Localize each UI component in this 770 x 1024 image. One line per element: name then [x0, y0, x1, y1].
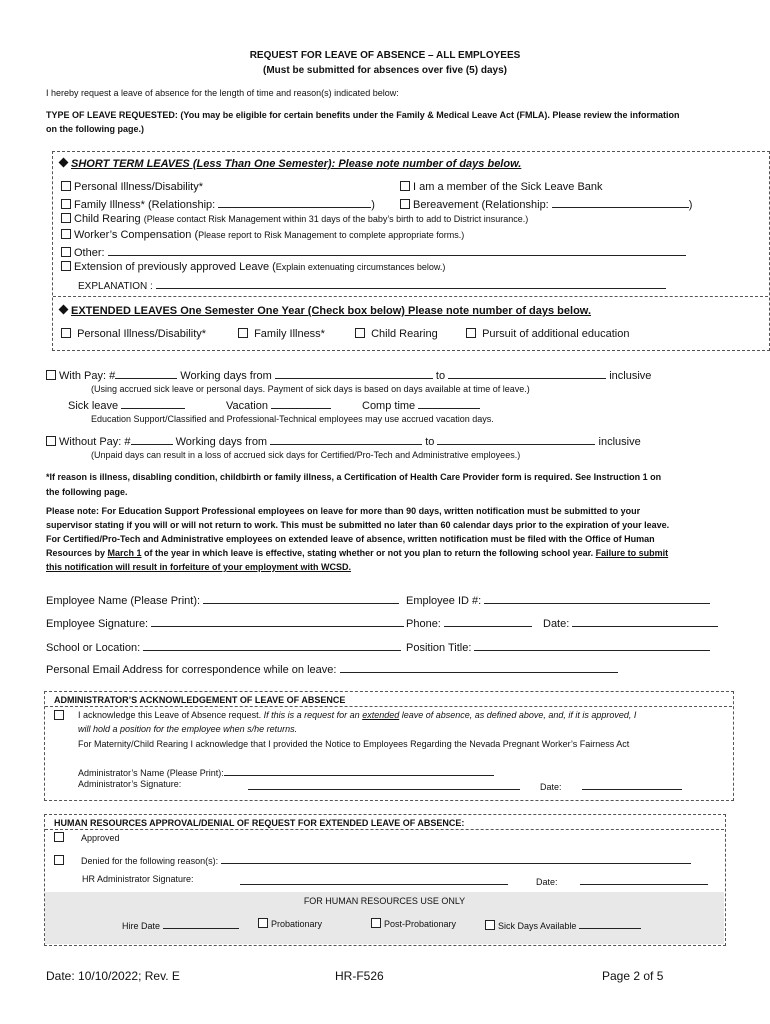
employee-id-field[interactable] — [484, 593, 710, 604]
checkbox[interactable] — [61, 213, 71, 223]
without-pay-days-field[interactable] — [131, 434, 173, 445]
short-term-heading: SHORT TERM LEAVES (Less Than One Semester): Please note number of days below. — [58, 158, 521, 170]
employee-signature-row: Employee Signature: — [46, 616, 404, 630]
admin-heading: ADMINISTRATOR’S ACKNOWLEDGEMENT OF LEAVE OF ABSENCE — [54, 695, 346, 705]
checkbox[interactable] — [46, 436, 56, 446]
hr-denied-option[interactable]: Denied for the following reason(s): — [54, 853, 691, 866]
vacation-field[interactable] — [271, 398, 331, 409]
hr-signature-label: HR Administrator Signature: — [82, 874, 194, 884]
checkbox[interactable] — [466, 328, 476, 338]
phone-field[interactable] — [444, 616, 532, 627]
please-note-line3: For Certified/Pro-Tech and Administrative employees on extended leave of absence, written notification must be filed with the Office of Human — [46, 534, 655, 544]
diamond-icon — [59, 158, 69, 168]
hr-denied-reason-field[interactable] — [221, 853, 691, 864]
hr-date-row: Date: — [536, 874, 708, 887]
extended-heading: EXTENDED LEAVES One Semester One Year (Check box below) Please note number of days below. — [58, 305, 591, 317]
sick-leave-row: Sick leave — [68, 398, 185, 412]
admin-name-row: Administrator’s Name (Please Print): — [78, 765, 494, 778]
explanation-row: EXPLANATION : — [78, 278, 666, 292]
checkbox[interactable] — [46, 370, 56, 380]
position-field[interactable] — [474, 640, 710, 651]
school-row: School or Location: — [46, 640, 401, 654]
footer-page-number: Page 2 of 5 — [602, 969, 664, 983]
with-pay-row[interactable]: With Pay: # Working days from to inclusive — [46, 368, 651, 382]
without-pay-from-field[interactable] — [270, 434, 422, 445]
checkbox[interactable] — [61, 199, 71, 209]
admin-maternity: For Maternity/Child Rearing I acknowledge that I provided the Notice to Employees Regarding the Nevada Pregnant Worker’s Fairness Act — [78, 739, 630, 749]
comp-time-row: Comp time — [362, 398, 480, 412]
personal-illness-option[interactable]: Personal Illness/Disability* — [61, 181, 203, 193]
bereavement-relationship-field[interactable] — [552, 197, 689, 208]
position-row: Position Title: — [406, 640, 710, 654]
family-relationship-field[interactable] — [218, 197, 371, 208]
checkbox[interactable] — [61, 247, 71, 257]
type-of-leave-text: (You may be eligible for certain benefits under the Family & Medical Leave Act (FMLA). Please review the information — [177, 110, 680, 120]
hr-heading: HUMAN RESOURCES APPROVAL/DENIAL OF REQUEST FOR EXTENDED LEAVE OF ABSENCE: — [54, 818, 465, 828]
email-row: Personal Email Address for correspondence while on leave: — [46, 662, 618, 676]
employee-signature-field[interactable] — [151, 616, 404, 627]
type-of-leave — [46, 110, 679, 120]
employee-name-row: Employee Name (Please Print): — [46, 593, 399, 607]
admin-ack-line2: will hold a position for the employee when s/he returns. — [78, 724, 298, 734]
form-title: REQUEST FOR LEAVE OF ABSENCE – ALL EMPLOYEES — [249, 50, 521, 61]
employee-name-field[interactable] — [203, 593, 399, 604]
school-field[interactable] — [143, 640, 401, 651]
hr-use-only-label: FOR HUMAN RESOURCES USE ONLY — [303, 896, 466, 906]
type-of-leave-text2: on the following page.) — [46, 124, 144, 134]
please-note-line5: this notification will result in forfeiture of your employment with WCSD. — [46, 562, 352, 572]
with-pay-from-field[interactable] — [275, 368, 433, 379]
form-subtitle: (Must be submitted for absences over five (5) days) — [263, 65, 507, 76]
checkbox[interactable] — [54, 855, 64, 865]
footer-form-number: HR-F526 — [335, 969, 384, 983]
checkbox[interactable] — [61, 229, 71, 239]
checkbox[interactable] — [61, 181, 71, 191]
admin-name-field[interactable] — [224, 765, 494, 776]
hr-approved-option[interactable]: Approved — [54, 832, 120, 843]
child-rearing-option[interactable]: Child Rearing (Please contact Risk Management within 31 days of the baby’s birth to add to District insurance.) — [61, 213, 528, 225]
leave-types-divider — [53, 296, 768, 297]
checkbox[interactable] — [61, 261, 71, 271]
probationary-option[interactable]: Probationary — [258, 918, 322, 929]
checkbox[interactable] — [54, 832, 64, 842]
other-option[interactable]: Other: — [61, 245, 686, 259]
checkbox[interactable] — [400, 181, 410, 191]
admin-date-field[interactable] — [582, 779, 682, 790]
admin-signature-field[interactable] — [248, 779, 520, 792]
post-probationary-option[interactable]: Post-Probationary — [371, 918, 456, 929]
with-pay-days-field[interactable] — [115, 368, 177, 379]
explanation-field[interactable] — [156, 278, 666, 289]
extended-child-option[interactable]: Child Rearing — [355, 328, 438, 340]
employee-id-row: Employee ID #: — [406, 593, 710, 607]
cert-note-line1: *If reason is illness, disabling condition, childbirth or family illness, a Certification of Health Care Provider form is required. See Instruction 1 on — [46, 472, 662, 482]
sick-days-option[interactable]: Sick Days Available — [485, 918, 641, 931]
employee-date-row: Date: — [543, 616, 718, 630]
hr-signature-line[interactable] — [240, 874, 508, 885]
checkbox[interactable] — [355, 328, 365, 338]
without-pay-row[interactable]: Without Pay: # Working days from to inclusive — [46, 434, 641, 448]
admin-divider — [45, 706, 732, 707]
family-illness-option[interactable]: Family Illness* (Relationship: ) — [61, 197, 375, 211]
sick-days-field[interactable] — [579, 918, 641, 929]
checkbox[interactable] — [485, 920, 495, 930]
hire-date-field[interactable] — [163, 918, 239, 929]
extended-education-option[interactable]: Pursuit of additional education — [466, 328, 629, 340]
with-pay-to-field[interactable] — [448, 368, 606, 379]
vacation-row: Vacation — [226, 398, 331, 412]
admin-ack-line1: I acknowledge this Leave of Absence request. If this is a request for an extended leave of absence, as defined above, and, if it is approved, I — [78, 710, 637, 720]
sick-leave-field[interactable] — [121, 398, 185, 409]
email-field[interactable] — [340, 662, 618, 673]
other-field[interactable] — [108, 245, 686, 256]
please-note-line2: supervisor stating if you will or will not return to work. This must be submitted no later than 60 calendar days prior to the expiration of your leave. — [46, 520, 670, 530]
checkbox[interactable] — [54, 710, 64, 720]
comp-time-field[interactable] — [418, 398, 480, 409]
intro-text: I hereby request a leave of absence for the length of time and reason(s) indicated below: — [46, 88, 399, 98]
sick-leave-bank-option[interactable]: I am a member of the Sick Leave Bank — [400, 181, 603, 193]
with-pay-note2: Education Support/Classified and Professional-Technical employees may use accrued vacation days. — [91, 414, 494, 424]
checkbox[interactable] — [400, 199, 410, 209]
bereavement-option[interactable]: Bereavement (Relationship: ) — [400, 197, 692, 211]
hr-divider — [45, 829, 724, 830]
footer-date: Date: 10/10/2022; Rev. E — [46, 969, 180, 983]
diamond-icon — [59, 305, 69, 315]
please-note-line4: Resources by March 1 of the year in which leave is effective, stating whether or not you plan to return the following school year. Failure to submit — [46, 548, 669, 558]
with-pay-note: (Using accrued sick leave or personal days. Payment of sick days is based on days available at time of leave.) — [91, 384, 530, 394]
checkbox[interactable] — [258, 918, 268, 928]
extended-personal-option[interactable]: Personal Illness/Disability* — [61, 328, 206, 340]
workers-comp-option[interactable]: Worker’s Compensation (Please report to Risk Management to complete appropriate forms.) — [61, 229, 464, 241]
without-pay-to-field[interactable] — [437, 434, 595, 445]
hire-date-row: Hire Date — [122, 918, 239, 931]
admin-date-row: Date: — [540, 779, 682, 792]
checkbox[interactable] — [238, 328, 248, 338]
extended-family-option[interactable]: Family Illness* — [238, 328, 325, 340]
type-of-leave-label: TYPE OF LEAVE REQUESTED: — [46, 110, 178, 120]
admin-signature-line[interactable] — [248, 779, 520, 790]
without-pay-note: (Unpaid days can result in a loss of accrued sick days for Certified/Pro-Tech and Administrative employees.) — [91, 450, 521, 460]
please-note-line1: Please note: For Education Support Professional employees on leave for more than 90 days, written notification must be submitted to your — [46, 506, 641, 516]
checkbox[interactable] — [61, 328, 71, 338]
admin-ack-checkbox[interactable] — [54, 710, 67, 721]
admin-signature-label: Administrator’s Signature: — [78, 779, 182, 789]
checkbox[interactable] — [371, 918, 381, 928]
hr-date-field[interactable] — [580, 874, 708, 885]
cert-note-line2: the following page. — [46, 487, 128, 497]
employee-date-field[interactable] — [572, 616, 718, 627]
phone-row: Phone: — [406, 616, 532, 630]
hr-signature-field[interactable] — [240, 874, 508, 887]
extension-option[interactable]: Extension of previously approved Leave (Explain extenuating circumstances below.) — [61, 261, 445, 273]
